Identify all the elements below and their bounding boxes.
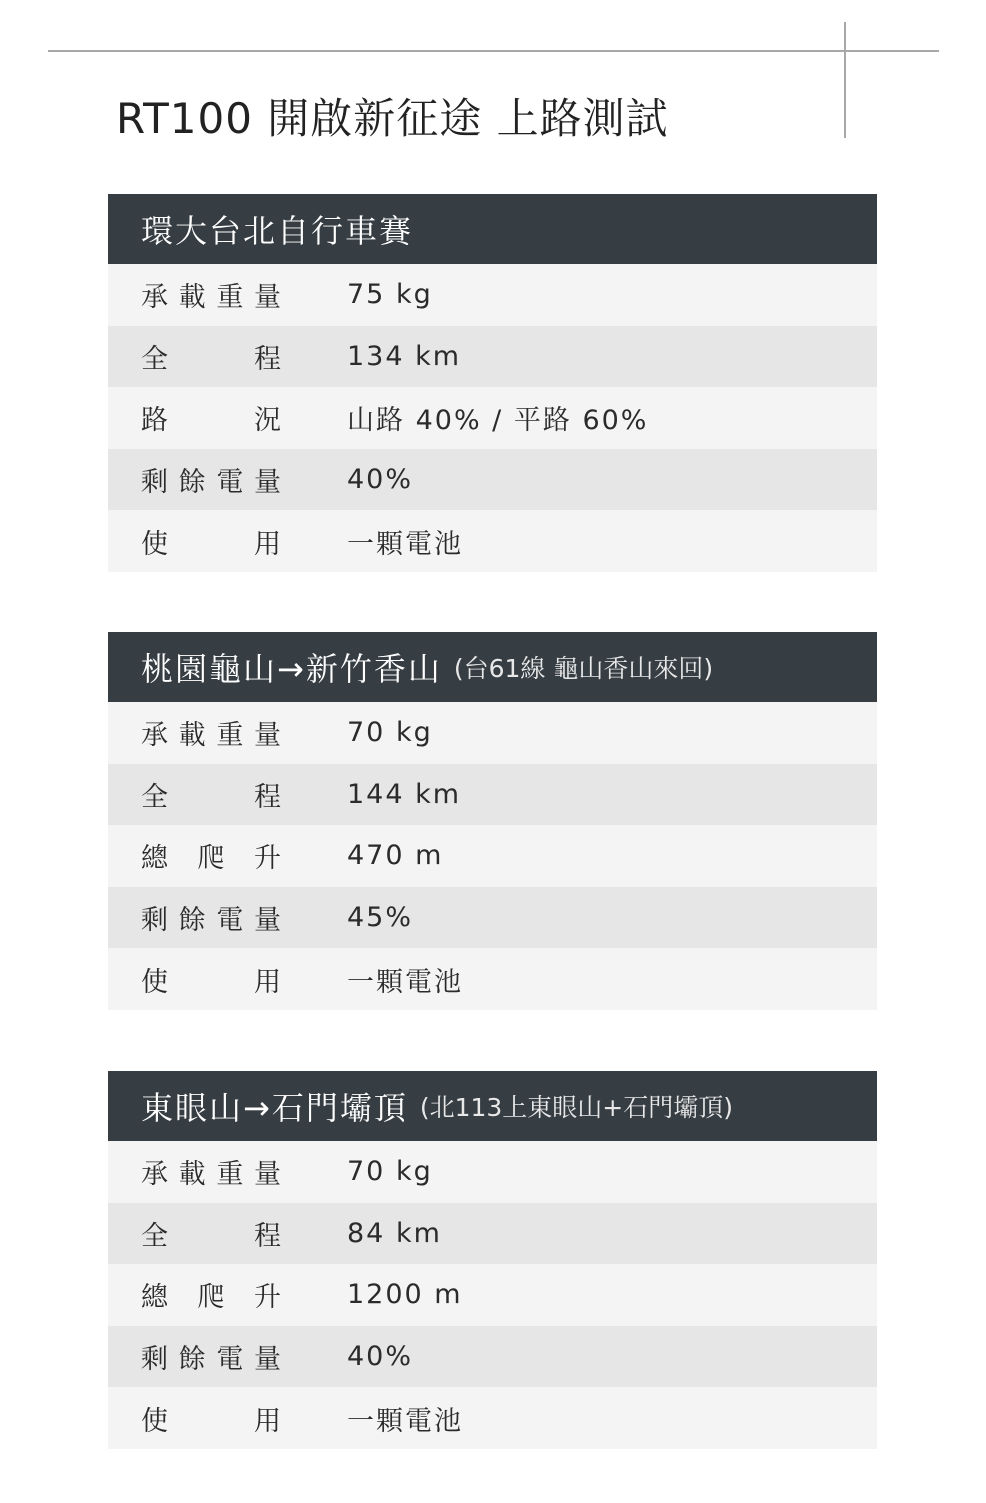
spec-label: 全 程	[141, 343, 281, 375]
top-divider-line	[48, 50, 939, 52]
spec-row	[108, 1326, 877, 1388]
spec-value: 40%	[347, 464, 414, 496]
spec-row	[108, 764, 877, 826]
spec-row	[108, 1141, 877, 1203]
spec-row	[108, 326, 877, 388]
spec-row	[108, 887, 877, 949]
spec-label: 全 程	[141, 781, 281, 813]
section-header	[108, 194, 877, 264]
spec-section	[108, 1071, 877, 1449]
section-title: 環大台北自行車賽	[141, 212, 414, 250]
spec-label: 承 載 重 量	[141, 282, 281, 314]
spec-row	[108, 702, 877, 764]
spec-table	[108, 1141, 877, 1449]
section-header	[108, 1071, 877, 1141]
spec-value: 70 kg	[347, 1156, 433, 1188]
spec-section	[108, 632, 877, 1010]
vertical-divider-line	[844, 22, 846, 138]
spec-value: 一顆電池	[347, 528, 463, 560]
spec-value: 75 kg	[347, 279, 433, 311]
spec-label: 總 爬 升	[141, 1282, 281, 1314]
section-title: 東眼山→石門壩頂	[141, 1089, 408, 1127]
spec-table	[108, 264, 877, 572]
spec-label: 剩 餘 電 量	[141, 467, 281, 499]
spec-row	[108, 264, 877, 326]
section-header	[108, 632, 877, 702]
spec-label: 使 用	[141, 966, 281, 998]
section-subtitle: (北113上東眼山+石門壩頂)	[419, 1093, 734, 1122]
spec-value: 470 m	[347, 840, 444, 872]
spec-row	[108, 1203, 877, 1265]
spec-value: 84 km	[347, 1217, 442, 1249]
spec-row	[108, 1264, 877, 1326]
spec-label: 全 程	[141, 1220, 281, 1252]
spec-table	[108, 702, 877, 1010]
spec-row	[108, 387, 877, 449]
spec-label: 剩 餘 電 量	[141, 905, 281, 937]
spec-value: 134 km	[347, 340, 462, 372]
spec-label: 使 用	[141, 528, 281, 560]
page-title: RT100 開啟新征途 上路測試	[116, 94, 669, 143]
spec-row	[108, 948, 877, 1010]
section-subtitle: (台61線 龜山香山來回)	[453, 654, 714, 683]
spec-value: 山路 40% / 平路 60%	[347, 405, 649, 437]
spec-label: 剩 餘 電 量	[141, 1344, 281, 1376]
spec-row	[108, 825, 877, 887]
spec-value: 70 kg	[347, 717, 433, 749]
spec-label: 路 況	[141, 405, 281, 437]
spec-value: 一顆電池	[347, 1405, 463, 1437]
spec-label: 承 載 重 量	[141, 1159, 281, 1191]
section-title: 桃園龜山→新竹香山	[141, 650, 442, 688]
spec-value: 40%	[347, 1341, 414, 1373]
spec-section	[108, 194, 877, 572]
spec-label: 總 爬 升	[141, 843, 281, 875]
spec-value: 144 km	[347, 778, 462, 810]
spec-label: 使 用	[141, 1405, 281, 1437]
spec-row	[108, 510, 877, 572]
spec-value: 1200 m	[347, 1279, 463, 1311]
spec-row	[108, 449, 877, 511]
spec-label: 承 載 重 量	[141, 720, 281, 752]
spec-value: 45%	[347, 902, 414, 934]
spec-row	[108, 1387, 877, 1449]
spec-value: 一顆電池	[347, 966, 463, 998]
